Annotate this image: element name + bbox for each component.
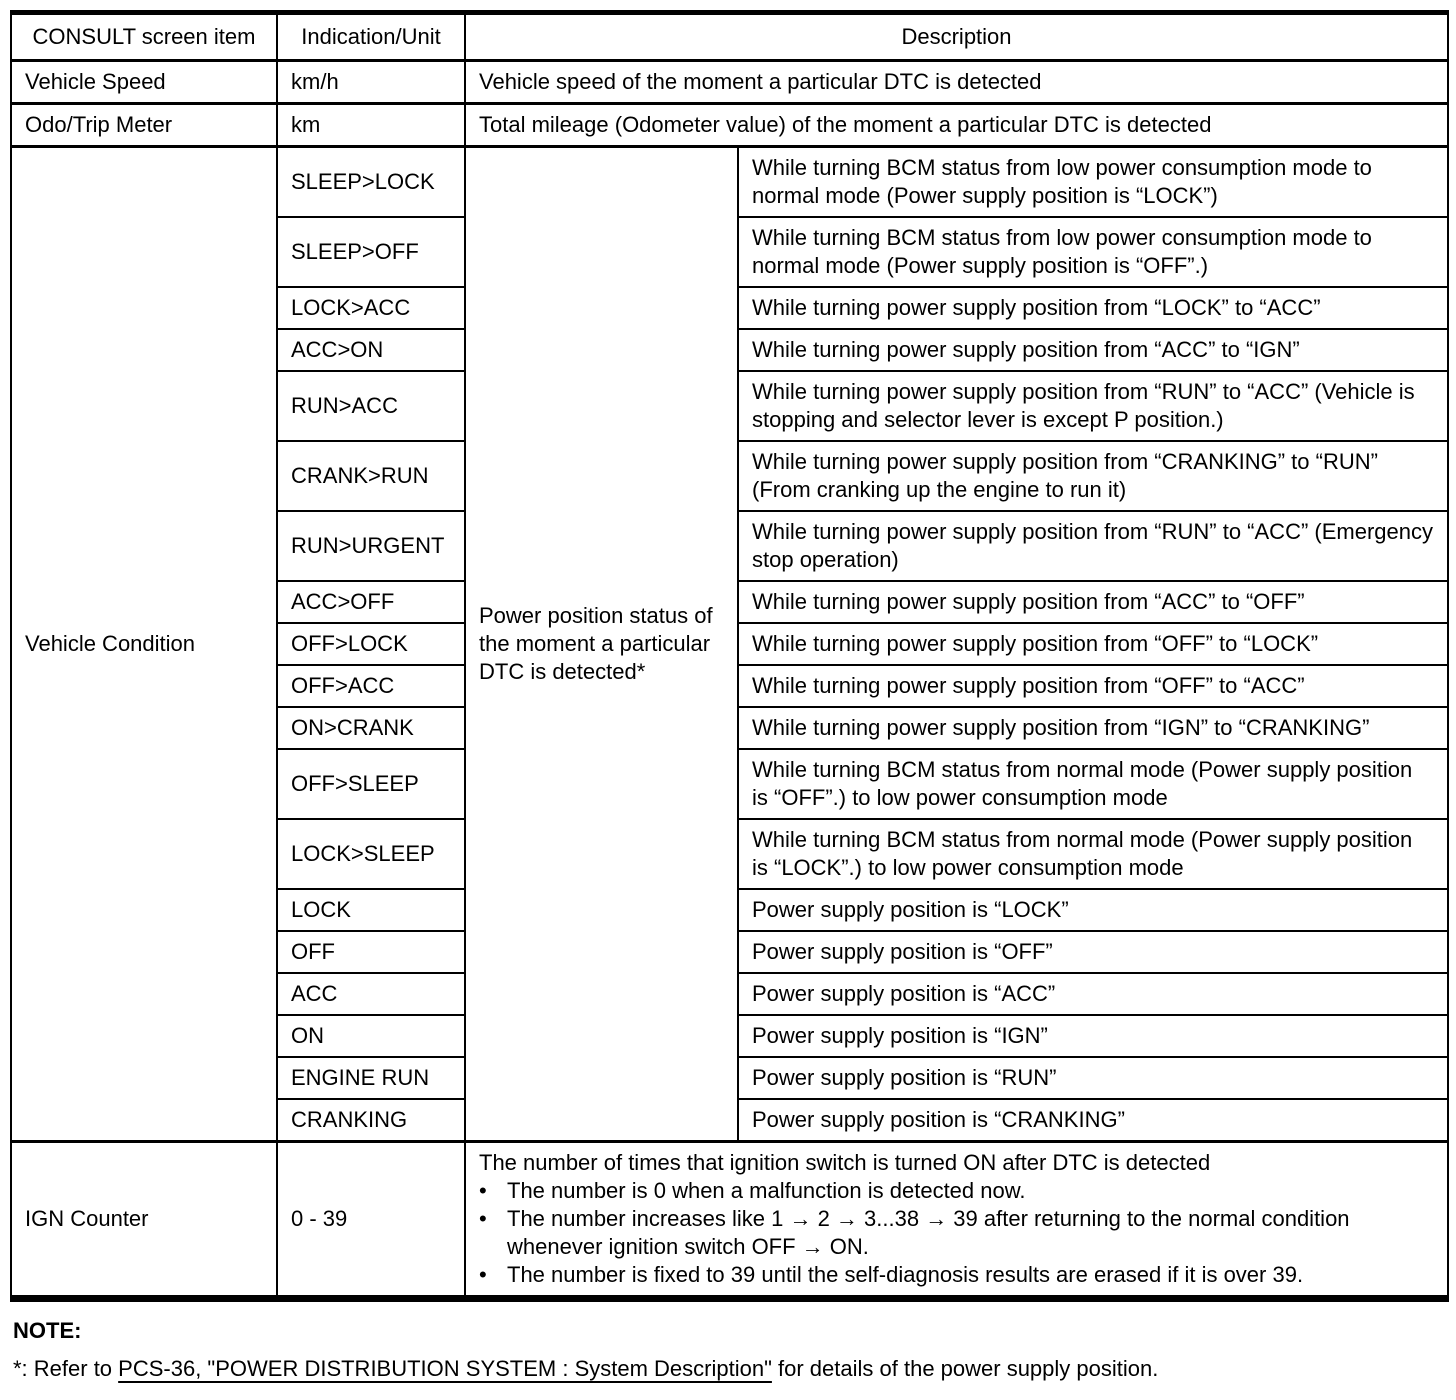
description-cell: Vehicle speed of the moment a particular DTC is detected xyxy=(465,61,1448,104)
bullet-icon: • xyxy=(479,1178,487,1203)
indication-cell: OFF>LOCK xyxy=(277,623,465,665)
state-description-cell: Power supply position is “OFF” xyxy=(738,931,1448,973)
bullet-text: The number increases like 1 → 2 → 3...38 → 39 after returning to the normal condition whenever ignition switch OFF → ON. xyxy=(507,1206,1350,1259)
bullet-text: The number is 0 when a malfunction is detected now. xyxy=(507,1178,1026,1203)
note-label: NOTE: xyxy=(13,1318,82,1343)
bullet-text: The number is fixed to 39 until the self-diagnosis results are erased if it is over 39. xyxy=(507,1262,1304,1287)
state-description-cell: Power supply position is “LOCK” xyxy=(738,889,1448,931)
state-description-cell: Power supply position is “CRANKING” xyxy=(738,1099,1448,1142)
col-header-description: Description xyxy=(465,13,1448,61)
indication-cell: CRANK>RUN xyxy=(277,441,465,511)
description-cell: Total mileage (Odometer value) of the moment a particular DTC is detected xyxy=(465,104,1448,147)
table-row xyxy=(11,61,1448,104)
vehicle-condition-row xyxy=(11,147,1448,218)
indication-cell: ON xyxy=(277,1015,465,1057)
bullet-icon: • xyxy=(479,1206,487,1231)
bullet-icon: • xyxy=(479,1262,487,1287)
state-description-cell: While turning BCM status from normal mode (Power supply position is “LOCK”.) to low power consumption mode xyxy=(738,819,1448,889)
col-header-indication-unit: Indication/Unit xyxy=(277,13,465,61)
table-row xyxy=(11,104,1448,147)
unit-cell: 0 - 39 xyxy=(277,1142,465,1299)
state-description-cell: Power supply position is “RUN” xyxy=(738,1057,1448,1099)
indication-cell: ACC>OFF xyxy=(277,581,465,623)
item-cell: Vehicle Condition xyxy=(11,147,277,1142)
state-description-cell: While turning BCM status from low power consumption mode to normal mode (Power supply position is “OFF”.) xyxy=(738,217,1448,287)
indication-cell: LOCK>SLEEP xyxy=(277,819,465,889)
state-description-cell: While turning power supply position from “RUN” to “ACC” (Vehicle is stopping and selector lever is except P position.) xyxy=(738,371,1448,441)
indication-cell: SLEEP>LOCK xyxy=(277,147,465,218)
note-suffix: for details of the power supply position. xyxy=(771,1356,1159,1381)
indication-cell: LOCK>ACC xyxy=(277,287,465,329)
indication-cell: CRANKING xyxy=(277,1099,465,1142)
state-description-cell: While turning power supply position from “CRANKING” to “RUN” (From cranking up the engine to run it) xyxy=(738,441,1448,511)
item-cell: IGN Counter xyxy=(11,1142,277,1299)
note-line xyxy=(13,1354,1447,1383)
indication-cell: ON>CRANK xyxy=(277,707,465,749)
indication-cell: OFF>SLEEP xyxy=(277,749,465,819)
bullet-item xyxy=(479,1177,1434,1205)
ign-description-intro: The number of times that ignition switch is turned ON after DTC is detected xyxy=(479,1150,1211,1175)
indication-cell: ACC xyxy=(277,973,465,1015)
state-description-cell: While turning BCM status from low power consumption mode to normal mode (Power supply position is “LOCK”) xyxy=(738,147,1448,218)
state-description-cell: While turning power supply position from “OFF” to “LOCK” xyxy=(738,623,1448,665)
col-header-consult-screen-item: CONSULT screen item xyxy=(11,13,277,61)
unit-cell: km/h xyxy=(277,61,465,104)
description-cell xyxy=(465,1142,1448,1299)
unit-cell: km xyxy=(277,104,465,147)
bullet-item xyxy=(479,1205,1434,1261)
ign-counter-row xyxy=(11,1142,1448,1299)
state-description-cell: While turning power supply position from “RUN” to “ACC” (Emergency stop operation) xyxy=(738,511,1448,581)
state-description-cell: While turning power supply position from “LOCK” to “ACC” xyxy=(738,287,1448,329)
indication-cell: SLEEP>OFF xyxy=(277,217,465,287)
indication-cell: LOCK xyxy=(277,889,465,931)
state-description-cell: While turning power supply position from “IGN” to “CRANKING” xyxy=(738,707,1448,749)
state-description-cell: While turning power supply position from “ACC” to “OFF” xyxy=(738,581,1448,623)
consult-table xyxy=(10,10,1449,1302)
item-cell: Odo/Trip Meter xyxy=(11,104,277,147)
indication-cell: RUN>ACC xyxy=(277,371,465,441)
item-cell: Vehicle Speed xyxy=(11,61,277,104)
shared-description-cell: Power position status of the moment a particular DTC is detected* xyxy=(465,147,738,1142)
indication-cell: OFF xyxy=(277,931,465,973)
indication-cell: ENGINE RUN xyxy=(277,1057,465,1099)
note-prefix: *: Refer to xyxy=(13,1356,119,1381)
table-header-row xyxy=(11,13,1448,61)
pcs-36-link[interactable]: PCS-36, "POWER DISTRIBUTION SYSTEM : System Description" xyxy=(118,1356,772,1381)
state-description-cell: Power supply position is “ACC” xyxy=(738,973,1448,1015)
note-section xyxy=(13,1316,1447,1383)
state-description-cell: While turning power supply position from “ACC” to “IGN” xyxy=(738,329,1448,371)
state-description-cell: Power supply position is “IGN” xyxy=(738,1015,1448,1057)
indication-cell: ACC>ON xyxy=(277,329,465,371)
indication-cell: OFF>ACC xyxy=(277,665,465,707)
bullet-item xyxy=(479,1261,1434,1289)
indication-cell: RUN>URGENT xyxy=(277,511,465,581)
state-description-cell: While turning BCM status from normal mode (Power supply position is “OFF”.) to low power consumption mode xyxy=(738,749,1448,819)
state-description-cell: While turning power supply position from “OFF” to “ACC” xyxy=(738,665,1448,707)
